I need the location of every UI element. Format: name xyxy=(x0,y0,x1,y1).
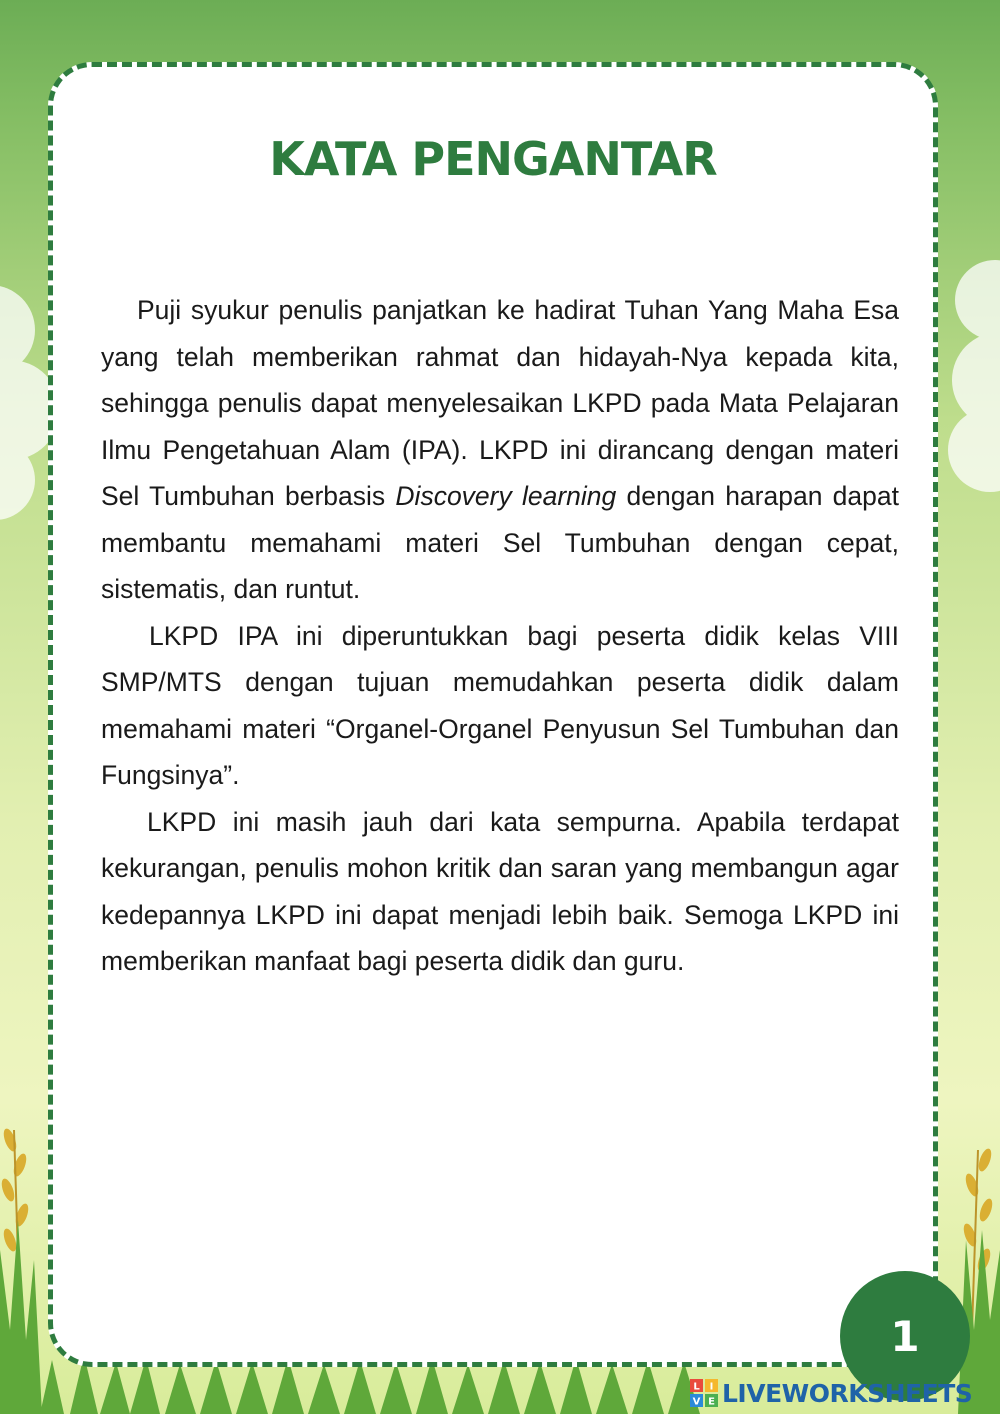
paragraph-1 xyxy=(101,287,899,613)
logo-letter-e: E xyxy=(708,1396,715,1407)
liveworksheets-watermark xyxy=(690,1378,972,1408)
logo-letter-v: V xyxy=(692,1396,701,1407)
paragraph-1-part-1: Puji syukur penulis panjatkan ke hadirat Tuhan Yang Maha Esa yang telah memberikan rahmat dan hidayah-Nya kepada kita, sehingga penulis dapat menyelesaikan LKPD pada Mata Pelajaran Ilmu Pengetahuan Alam (IPA). LKPD ini dirancang dengan materi Sel Tumbuhan berbasis xyxy=(101,295,899,511)
paragraph-1-part-2: dengan harapan dapat membantu memahami materi Sel Tumbuhan dengan cepat, sistematis, dan runtut. xyxy=(101,481,899,604)
body-text xyxy=(101,287,899,985)
watermark-text: LIVEWORKSHEETS xyxy=(722,1378,973,1408)
page-number: 1 xyxy=(890,1311,920,1361)
paragraph-3: LKPD ini masih jauh dari kata sempurna. Apabila terdapat kekurangan, penulis mohon kritik dan saran yang membangun agar kedepannya LKPD ini dapat menjadi lebih baik. Semoga LKPD ini memberikan manfaat bagi peserta didik dan guru. xyxy=(101,806,899,976)
paragraph-2: LKPD IPA ini diperuntukkan bagi peserta didik kelas VIII SMP/MTS dengan tujuan memudahkan peserta didik dalam memahami materi “Organel-Organel Penyusun Sel Tumbuhan dan Fungsinya”. xyxy=(101,620,899,790)
right-cloud xyxy=(948,260,1000,492)
liveworksheets-logo-icon xyxy=(690,1379,718,1407)
page-title: KATA PENGANTAR xyxy=(269,132,717,186)
logo-letter-l: L xyxy=(693,1381,700,1393)
logo-letter-i: I xyxy=(709,1381,714,1393)
paragraph-1-italic: Discovery learning xyxy=(395,481,617,511)
